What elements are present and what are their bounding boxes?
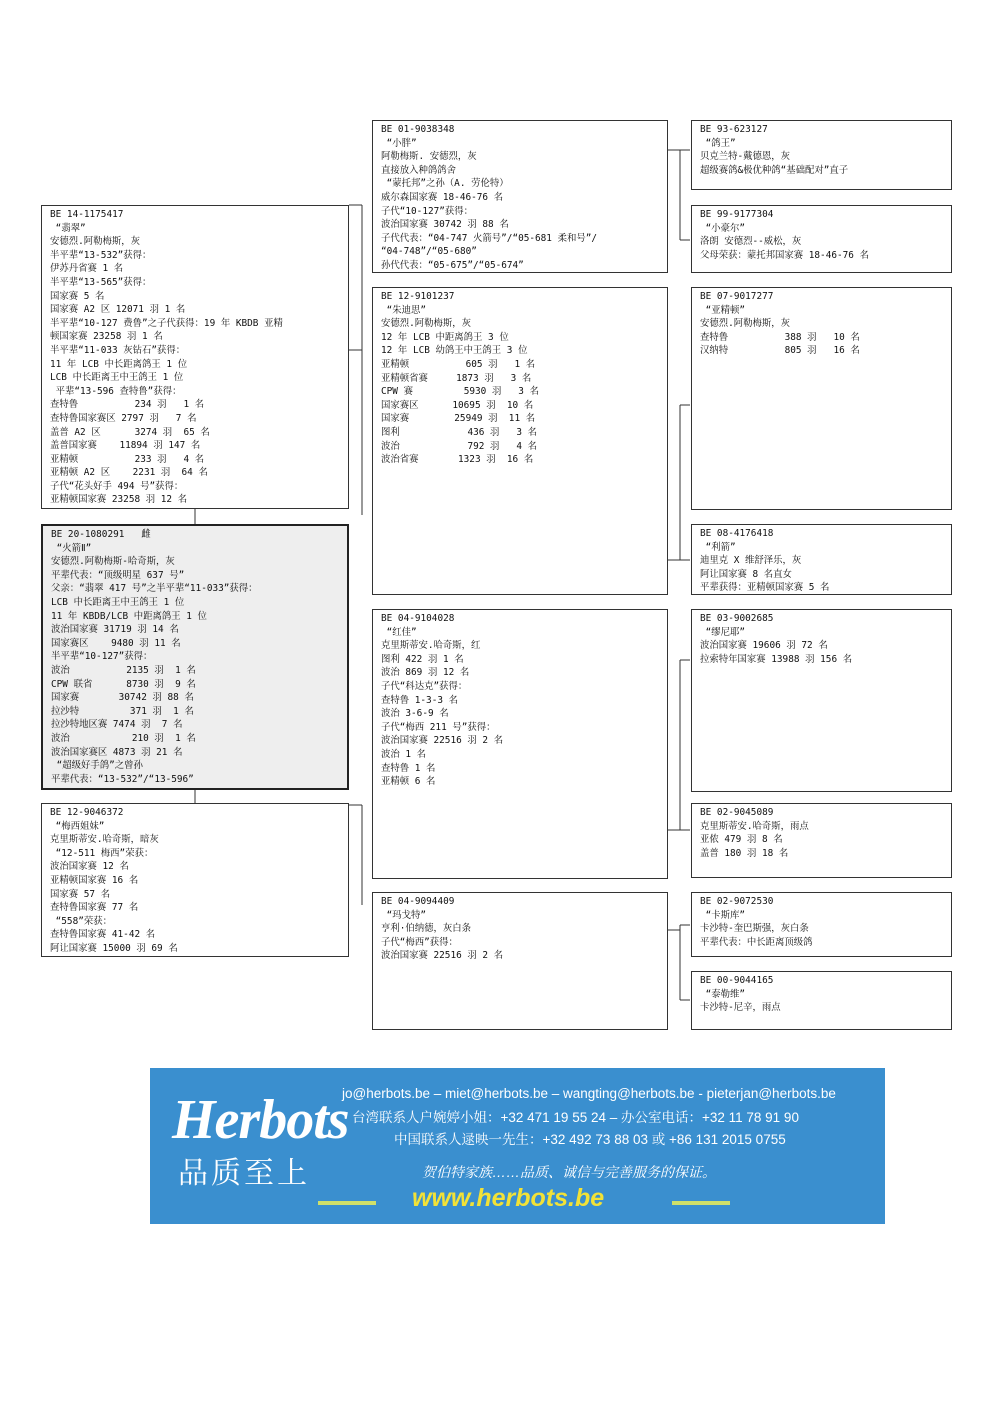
pedigree-line: 克里斯蒂安.哈奇斯，红: [381, 640, 481, 652]
herbots-banner: [150, 1068, 885, 1224]
pedigree-line: “卡斯库”: [700, 909, 746, 921]
pedigree-line: BE 99-9177304: [700, 209, 774, 220]
pedigree-line: BE 02-9072530: [700, 896, 774, 907]
pedigree-line: 波治国家赛 12 名: [50, 861, 129, 873]
pedigree-line: “红佳”: [381, 626, 417, 638]
pedigree-line: 11 年 LCB 中长距离鸽王 1 位: [50, 358, 188, 370]
pedigree-line: 查特鲁 1 名: [381, 762, 436, 774]
pedigree-line: 11 年 KBDB/LCB 中距离鸽王 1 位: [51, 610, 207, 622]
pedigree-line: 波治国家赛区 4873 羽 21 名: [51, 746, 183, 758]
pedigree-line: BE 12-9046372: [50, 807, 124, 818]
pedigree-line: 半平辈“13-532”获得：: [50, 249, 152, 261]
pedigree-line: BE 03-9002685: [700, 613, 774, 624]
pedigree-line: 亚精顿国家赛 16 名: [50, 874, 139, 886]
pedigree-line: 子代“梅西”获得：: [381, 936, 458, 948]
pedigree-line: 平辈代表：中长距离顶级鸽: [700, 936, 813, 948]
website-link[interactable]: www.herbots.be: [412, 1184, 605, 1212]
pedigree-line: 安德烈.阿勒梅斯-哈奇斯，灰: [51, 556, 175, 568]
pedigree-line: “蒙托邦”之孙（A. 劳伦特）: [381, 178, 509, 190]
pedigree-line: 波治国家赛 19606 羽 72 名: [700, 640, 828, 652]
pedigree-line: 超级赛鸽&极优种鸽“基础配对”直子: [700, 164, 849, 176]
pedigree-line: BE 04-9094409: [381, 896, 455, 907]
pedigree-line: 贝克兰特-戴德恩，灰: [700, 151, 791, 163]
dds-card: [691, 892, 952, 957]
pedigree-line: 波治 2135 羽 1 名: [51, 664, 196, 676]
pedigree-line: “火箭Ⅱ”: [51, 542, 92, 554]
pedigree-line: 查特鲁 1-3-3 名: [381, 694, 459, 706]
contact-china: 中国联系人逯映一先生：+32 492 73 88 03 或 +86 131 2015 0755: [394, 1132, 786, 1147]
divider-left: [318, 1201, 376, 1205]
pedigree-line: 半平辈“11-033 灰钻石”获得：: [50, 344, 186, 356]
pedigree-line: 亚精顿国家赛 23258 羽 12 名: [50, 494, 188, 506]
pedigree-line: “翡翠”: [50, 222, 86, 234]
pedigree-line: 波治 1 名: [381, 748, 427, 760]
pedigree-line: 国家赛 25949 羽 11 名: [381, 413, 536, 425]
pedigree-line: 迪里克 X 维舒泽乐，灰: [700, 555, 802, 567]
pedigree-line: LCB 中长距离王中王鸽王 1 位: [50, 372, 184, 384]
pedigree-line: “12-511 梅西”荣获：: [50, 847, 154, 859]
pedigree-line: BE 07-9017277: [700, 291, 774, 302]
pedigree-line: 查特鲁 234 羽 1 名: [50, 399, 205, 411]
pedigree-line: 子代“梅西 211 号”获得：: [381, 721, 496, 733]
pedigree-line: 卡沙特-尼辛，雨点: [700, 1002, 781, 1014]
pedigree-line: 亨利·伯纳德，灰白条: [381, 923, 472, 935]
contact-taiwan: 台湾联系人户婉婷小姐：+32 471 19 55 24 – 办公室电话：+32 11 78 91 90: [352, 1110, 799, 1125]
pedigree-line: 卡沙特-奎巴斯强，灰白条: [700, 923, 809, 935]
pedigree-line: BE 02-9045089: [700, 807, 774, 818]
pedigree-line: BE 01-9038348: [381, 124, 455, 135]
pedigree-line: 平辈获得：亚精顿国家赛 5 名: [700, 582, 830, 594]
pedigree-line: 盖普 A2 区 3274 羽 65 名: [50, 426, 210, 438]
herbots-logo: Herbots: [172, 1089, 349, 1151]
pedigree-line: “超级好手鸽”之曾孙: [51, 760, 143, 772]
pedigree-line: 平辈代表：“13-532”/“13-596”: [51, 773, 194, 785]
pedigree-line: 阿让国家赛 8 名直女: [700, 568, 792, 580]
pedigree-line: 波治 210 羽 1 名: [51, 732, 196, 744]
pedigree-line: 拉沙特 371 羽 1 名: [51, 705, 194, 717]
sire-dam-card: [372, 287, 668, 595]
pedigree-line: “558”荣获：: [50, 915, 112, 927]
pedigree-line: “利箭”: [700, 541, 736, 553]
pedigree-line: 顿国家赛 23258 羽 1 名: [50, 331, 163, 343]
dam-sire-card: [372, 609, 668, 879]
pedigree-line: 拉索特年国家赛 13988 羽 156 名: [700, 653, 853, 665]
pedigree-line: 国家赛区 9480 羽 11 名: [51, 637, 181, 649]
pedigree-line: 克里斯蒂安.哈奇斯，雨点: [700, 820, 809, 832]
pedigree-line: 国家赛 5 名: [50, 290, 105, 302]
dsd-card: [691, 803, 952, 878]
pedigree-line: 克里斯蒂安.哈奇斯，暗灰: [50, 834, 159, 846]
pedigree-line: 汉纳特 805 羽 16 名: [700, 345, 860, 357]
slogan: 品质至上: [178, 1156, 310, 1191]
pedigree-line: BE 93-623127: [700, 124, 768, 135]
pedigree-line: “亚精顿”: [700, 304, 746, 316]
pedigree-line: 子代“科达克”获得：: [381, 680, 468, 692]
pedigree-line: 查特鲁国家赛 77 名: [50, 902, 139, 914]
pedigree-line: 波治 869 羽 12 名: [381, 667, 470, 679]
pedigree-line: 亚精顿 233 羽 4 名: [50, 453, 205, 465]
pedigree-line: 半平辈“10-127 费鲁”之子代获得：19 年 KBDB 亚精: [50, 317, 283, 329]
ddd-card: [691, 971, 952, 1030]
ssd-card: [691, 205, 952, 273]
tagline: 贺伯特家族……品质、诚信与完善服务的保证。: [422, 1164, 716, 1180]
pedigree-line: 波治国家赛 22516 羽 2 名: [381, 950, 504, 962]
dam-dam-card: [372, 892, 668, 1030]
pedigree-line: 盖普 180 羽 18 名: [700, 847, 789, 859]
sdd-card: [691, 524, 952, 595]
pedigree-line: 查特鲁国家赛 41-42 名: [50, 929, 156, 941]
sss-card: [691, 120, 952, 190]
pedigree-line: 拉沙特地区赛 7474 羽 7 名: [51, 719, 183, 731]
pedigree-line: 波治 3-6-9 名: [381, 708, 449, 720]
pedigree-line: 亚侬 479 羽 8 名: [700, 834, 783, 846]
pedigree-line: “鸽王”: [700, 137, 736, 149]
pedigree-line: 父亲：“翡翠 417 号”之半平辈“11-033”获得：: [51, 583, 258, 595]
pedigree-line: “玛戈特”: [381, 909, 427, 921]
pedigree-line: 安德烈.阿勒梅斯，灰: [50, 236, 141, 248]
pedigree-line: 查特鲁 388 羽 10 名: [700, 331, 860, 343]
pedigree-line: 半平辈“10-127”获得：: [51, 651, 153, 663]
pedigree-line: 亚精顿 605 羽 1 名: [381, 358, 536, 370]
divider-right: [672, 1201, 730, 1205]
pedigree-line: 波治省赛 1323 羽 16 名: [381, 454, 534, 466]
pedigree-line: 亚精顿省赛 1873 羽 3 名: [381, 372, 532, 384]
pedigree-line: 波治国家赛 30742 羽 88 名: [381, 219, 509, 231]
pedigree-line: CPW 联省 8730 羽 9 名: [51, 678, 196, 690]
pedigree-line: 国家赛 30742 羽 88 名: [51, 692, 194, 704]
pedigree-line: 波治 792 羽 4 名: [381, 440, 538, 452]
pedigree-line: 伊苏丹省赛 1 名: [50, 263, 124, 275]
pedigree-line: BE 08-4176418: [700, 528, 774, 539]
pedigree-line: 图利 436 羽 3 名: [381, 426, 538, 438]
pedigree-line: BE 20-1080291 雌: [51, 529, 151, 540]
pedigree-line: “缪尼耶”: [700, 626, 746, 638]
pedigree-line: 盖普国家赛 11894 羽 147 名: [50, 440, 201, 452]
pedigree-line: CPW 赛 5930 羽 3 名: [381, 386, 539, 398]
pedigree-line: 平辈“13-596 查特鲁”获得：: [50, 385, 182, 397]
pedigree-line: 查特鲁国家赛区 2797 羽 7 名: [50, 412, 197, 424]
pedigree-line: 12 年 LCB 幼鸽王中王鸽王 3 位: [381, 345, 528, 357]
pedigree-line: “小豪尔”: [700, 222, 746, 234]
pedigree-line: 平辈代表：“顶级明星 637 号”: [51, 569, 185, 581]
dss-card: [691, 609, 952, 792]
pedigree-line: 半平辈“13-565”获得：: [50, 276, 152, 288]
pedigree-line: LCB 中长距离王中王鸽王 1 位: [51, 596, 185, 608]
sds-card: [691, 287, 952, 510]
pedigree-line: 阿勒梅斯. 安德烈，灰: [381, 151, 477, 163]
pedigree-line: “朱迪思”: [381, 304, 427, 316]
pedigree-line: 国家赛 57 名: [50, 888, 111, 900]
pedigree-line: 国家赛 A2 区 12071 羽 1 名: [50, 304, 186, 316]
pedigree-line: 亚精顿 6 名: [381, 776, 436, 788]
pedigree-line: 子代“花头好手 494 号”获得：: [50, 480, 184, 492]
pedigree-line: 子代代表：“04-747 火箭号”/“05-681 柔和号”/: [381, 232, 598, 244]
pedigree-line: 12 年 LCB 中距离鸽王 3 位: [381, 331, 509, 343]
pedigree-line: BE 12-9101237: [381, 291, 455, 302]
dam-card: [41, 803, 349, 957]
subject-card: [41, 524, 349, 790]
pedigree-line: 洛朗 安德烈--威松，灰: [700, 236, 802, 248]
pedigree-line: 亚精顿 A2 区 2231 羽 64 名: [50, 467, 208, 479]
pedigree-line: “梅西姐妹”: [50, 820, 105, 832]
pedigree-line: BE 14-1175417: [50, 209, 124, 220]
pedigree-line: “小胖”: [381, 137, 417, 149]
pedigree-line: 波治国家赛 31719 羽 14 名: [51, 624, 179, 636]
pedigree-line: 孙代代表：“05-675”/“05-674”: [381, 259, 524, 271]
sire-sire-card: [372, 120, 668, 273]
pedigree-line: 安德烈.阿勒梅斯，灰: [700, 318, 791, 330]
sire-card: [41, 205, 349, 509]
pedigree-line: “04-748”/“05-680”: [381, 246, 477, 258]
pedigree-line: “泰勒维”: [700, 988, 746, 1000]
pedigree-line: 国家赛区 10695 羽 10 名: [381, 399, 534, 411]
pedigree-line: 直接放入种鸽鸽舍: [381, 164, 457, 176]
pedigree-line: 父母荣获：蒙托邦国家赛 18-46-76 名: [700, 249, 869, 261]
pedigree-line: 安德烈.阿勒梅斯，灰: [381, 318, 472, 330]
email-line[interactable]: jo@herbots.be – miet@herbots.be – wangting@herbots.be - pieterjan@herbots.be: [342, 1086, 836, 1101]
pedigree-line: 阿让国家赛 15000 羽 69 名: [50, 942, 178, 954]
pedigree-line: 波治国家赛 22516 羽 2 名: [381, 735, 504, 747]
pedigree-line: BE 04-9104028: [381, 613, 455, 624]
pedigree-line: 威尔森国家赛 18-46-76 名: [381, 191, 504, 203]
pedigree-line: 图利 422 羽 1 名: [381, 653, 464, 665]
pedigree-line: BE 00-9044165: [700, 975, 774, 986]
pedigree-line: 子代“10-127”获得：: [381, 205, 474, 217]
